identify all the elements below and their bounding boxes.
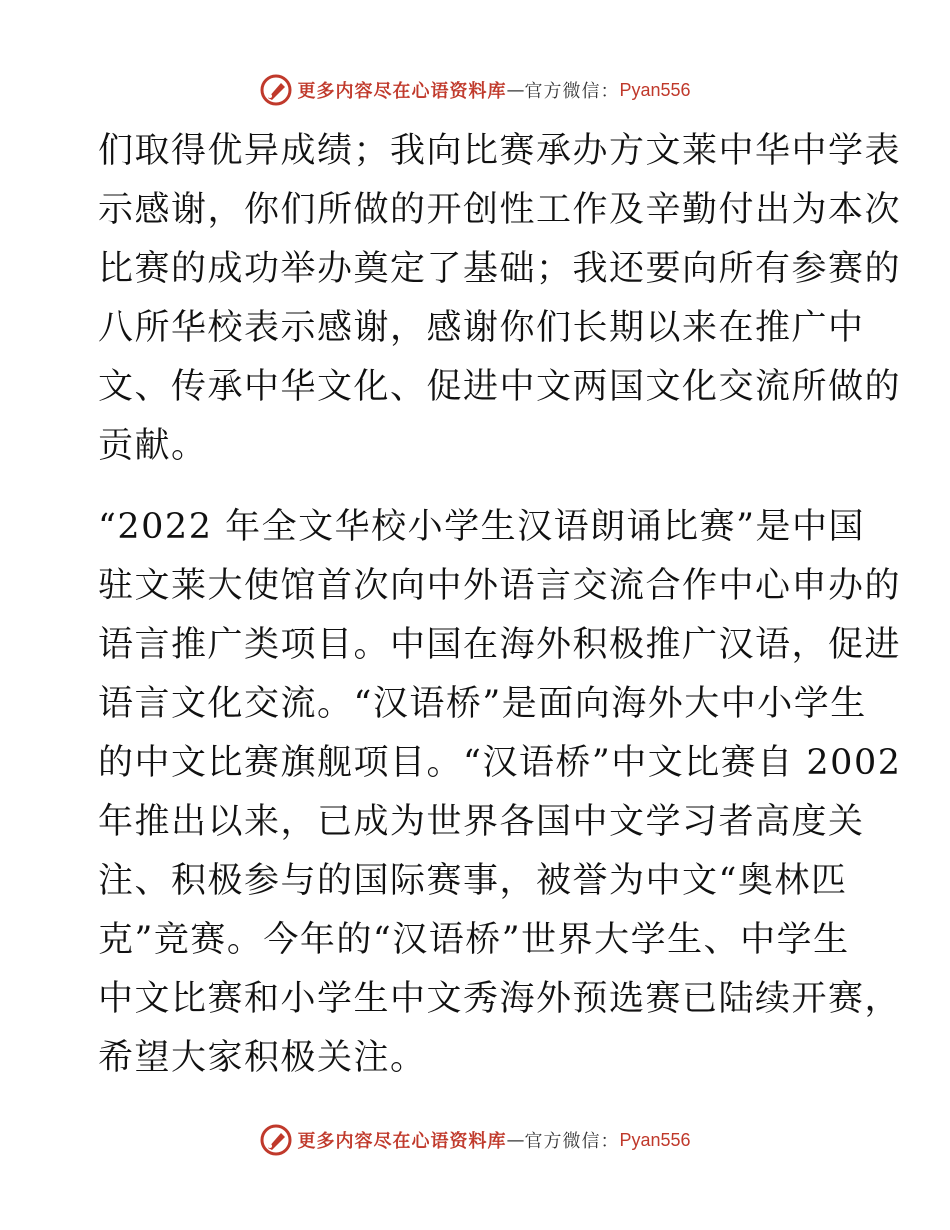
paragraph-1	[98, 122, 902, 476]
banner-brand-text: 更多内容尽在心语资料库	[297, 81, 507, 102]
text-line: 希望大家积极关注。	[98, 1038, 427, 1078]
banner-brand-text: 更多内容尽在心语资料库	[297, 1131, 507, 1152]
text-line: 注、积极参与的国际赛事，被誉为中文“奥林匹	[98, 861, 848, 901]
banner-contact-id: Pyan556	[619, 1129, 691, 1150]
text-line: 比赛的成功举办奠定了基础；我还要向所有参赛的	[98, 249, 902, 289]
text-line: 文、传承中华文化、促进中文两国文化交流所做的	[98, 367, 902, 407]
pen-nib-logo-icon	[259, 73, 293, 107]
banner-dash: —	[506, 79, 525, 101]
text-line: 年推出以来，已成为世界各国中文学习者高度关	[98, 802, 865, 842]
banner-contact-id: Pyan556	[619, 79, 691, 100]
text-line: 语言推广类项目。中国在海外积极推广汉语，促进	[98, 625, 902, 665]
text-line: “2022 年全文华校小学生汉语朗诵比赛”是中国	[98, 507, 865, 547]
text-line: 示感谢，你们所做的开创性工作及辛勤付出为本次	[98, 190, 902, 230]
banner-contact-label: 官方微信：	[524, 1131, 620, 1152]
document-body	[98, 122, 902, 1088]
header-banner	[0, 72, 950, 108]
paragraph-2	[98, 498, 902, 1088]
text-line: 驻文莱大使馆首次向中外语言交流合作中心申办的	[98, 566, 902, 606]
footer-banner	[0, 1122, 950, 1158]
text-line: 贡献。	[98, 426, 208, 466]
pen-nib-logo-icon	[259, 1123, 293, 1157]
paragraph-gap	[98, 476, 858, 498]
text-line: 们取得优异成绩；我向比赛承办方文莱中华中学表	[98, 131, 902, 171]
text-line: 克”竞赛。今年的“汉语桥”世界大学生、中学生	[98, 920, 850, 960]
banner-contact-label: 官方微信：	[524, 81, 620, 102]
text-line: 中文比赛和小学生中文秀海外预选赛已陆续开赛，	[98, 979, 902, 1019]
text-line: 的中文比赛旗舰项目。“汉语桥”中文比赛自 2002	[98, 743, 902, 783]
text-line: 八所华校表示感谢，感谢你们长期以来在推广中	[98, 308, 865, 348]
banner-dash: —	[506, 1129, 525, 1151]
text-line: 语言文化交流。“汉语桥”是面向海外大中小学生	[98, 684, 867, 724]
